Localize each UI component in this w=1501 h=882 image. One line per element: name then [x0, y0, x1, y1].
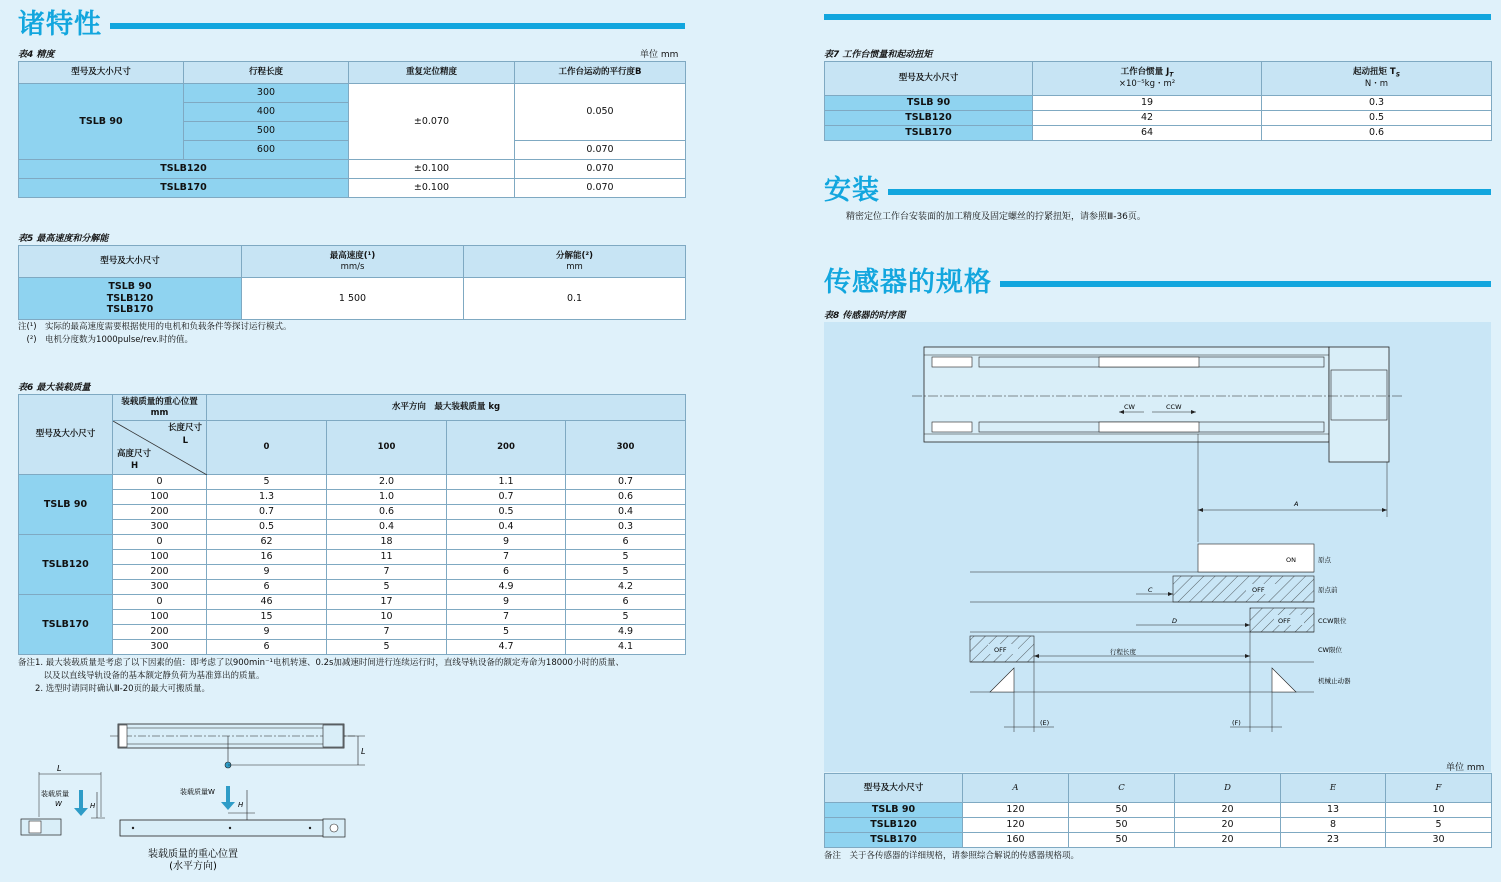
value-cell: 9	[207, 565, 327, 580]
end-view	[21, 764, 105, 835]
dim-H: H	[90, 802, 96, 810]
figure-caption-sub: (水平方向)	[169, 861, 217, 872]
value-cell: 300	[113, 580, 207, 595]
value-cell: 9	[447, 535, 566, 550]
table-header: 水平方向 最大装载质量 kg	[207, 395, 686, 421]
section-title-text: 传感器的规格	[824, 267, 992, 298]
value-cell: ±0.100	[349, 160, 515, 179]
signal-cw-limit: CW限位	[1318, 646, 1342, 654]
value-cell: 5	[566, 565, 686, 580]
value-cell: 4.2	[566, 580, 686, 595]
value-cell: 120	[963, 818, 1069, 833]
value-cell: 50	[1069, 833, 1175, 848]
value-cell: 7	[447, 550, 566, 565]
signal-pre-origin: 原点前	[1318, 586, 1338, 594]
note-line: (²) 电机分度数为1000pulse/rev.时的值。	[18, 335, 193, 345]
value-cell: 1.3	[207, 490, 327, 505]
table-row	[825, 803, 1492, 818]
len-label: 长度尺寸	[167, 423, 202, 433]
section-title-text: 安装	[824, 175, 880, 206]
table6-load	[18, 394, 686, 655]
note-line: 以及以直线导轨设备的基本额定静负荷为基准算出的质量。	[18, 671, 265, 681]
col-header: 300	[566, 421, 686, 475]
table-row	[19, 520, 686, 535]
table-header: 型号及大小尺寸	[825, 62, 1033, 96]
table-row	[19, 565, 686, 580]
header-unit: mm/s	[340, 261, 365, 272]
sensor-timing-diagram	[824, 322, 1491, 772]
table7-inertia	[824, 61, 1492, 141]
on-label: ON	[1286, 556, 1296, 564]
table8-caption: 表8 传感器的时序图	[824, 311, 906, 321]
value-cell: 0.7	[207, 505, 327, 520]
value-cell: 0	[113, 535, 207, 550]
value-cell: 0.4	[327, 520, 447, 535]
table-row	[825, 96, 1492, 111]
value-cell: 200	[113, 625, 207, 640]
table-header	[1033, 62, 1262, 96]
value-cell: 7	[327, 625, 447, 640]
table-row	[19, 550, 686, 565]
value-cell: 50	[1069, 818, 1175, 833]
dim-L: L	[57, 764, 62, 773]
model-cell: TSLB 90	[825, 96, 1033, 111]
height-H: H	[131, 461, 139, 471]
dim-H: H	[238, 801, 244, 809]
table-row	[19, 475, 686, 490]
section-title-sensor	[824, 260, 1491, 299]
dim-A: A	[1294, 500, 1299, 508]
table-header: 重复定位精度	[349, 62, 515, 84]
value-cell: 5	[327, 580, 447, 595]
table-row	[825, 111, 1492, 126]
table-header: E	[1281, 774, 1386, 803]
table6-notes	[18, 657, 624, 696]
table-row	[19, 505, 686, 520]
title-rule	[824, 14, 1491, 20]
table-row	[19, 595, 686, 610]
stroke-cell: 500	[184, 122, 349, 141]
off-label: OFF	[1252, 586, 1265, 594]
value-cell: 9	[207, 625, 327, 640]
figure-caption: 装载质量的重心位置	[148, 849, 238, 860]
header-line: 最高速度(¹)	[329, 251, 376, 262]
dim-E: (E)	[1040, 719, 1050, 727]
load-label: 装载质量	[41, 790, 69, 798]
value-cell: 0.070	[515, 160, 686, 179]
value-cell: 64	[1033, 126, 1262, 141]
value-cell: 0.5	[447, 505, 566, 520]
value-cell: 20	[1175, 818, 1281, 833]
value-cell: 11	[327, 550, 447, 565]
value-cell: 0.070	[515, 179, 686, 198]
value-cell: 13	[1281, 803, 1386, 818]
model-line: TSLB120	[106, 292, 154, 304]
value-cell: 10	[1386, 803, 1492, 818]
model-cell: TSLB 90	[19, 475, 113, 535]
value-cell: 1.0	[327, 490, 447, 505]
torque-label: 起动扭矩 T	[1352, 67, 1396, 78]
value-cell: 0	[113, 475, 207, 490]
table9-sensor-dims	[824, 773, 1492, 848]
table-row	[825, 126, 1492, 141]
header-unit: mm	[566, 261, 583, 272]
table5-notes	[18, 321, 292, 347]
header-line: 分解能(²)	[556, 251, 593, 262]
table-header: 行程长度	[184, 62, 349, 84]
value-cell: 4.9	[566, 625, 686, 640]
model-cell: TSLB170	[19, 595, 113, 655]
value-cell: 15	[207, 610, 327, 625]
header-line	[1265, 67, 1488, 79]
table9-unit: 单位 mm	[1446, 763, 1485, 773]
model-cell: TSLB120	[825, 111, 1033, 126]
col-header: 100	[327, 421, 447, 475]
value-cell: 5	[566, 550, 686, 565]
value-cell: 0.5	[207, 520, 327, 535]
dim-L: L	[361, 747, 366, 756]
value-cell: 4.7	[447, 640, 566, 655]
model-cell: TSLB120	[19, 535, 113, 595]
value-cell: 6	[207, 580, 327, 595]
model-cell: TSLB170	[825, 833, 963, 848]
model-cell: TSLB170	[825, 126, 1033, 141]
signal-ccw-limit: CCW限位	[1318, 617, 1347, 625]
value-cell: 0.1	[464, 278, 686, 320]
section-title-specs	[18, 2, 685, 41]
cw-label: CW	[1124, 403, 1135, 411]
value-cell: 42	[1033, 111, 1262, 126]
stroke-label: 行程长度	[1110, 648, 1136, 656]
load-W: W	[55, 800, 62, 808]
len-L: L	[182, 436, 188, 446]
stroke-cell: 300	[184, 84, 349, 103]
col-header: 200	[447, 421, 566, 475]
value-cell: 46	[207, 595, 327, 610]
model-cell: TSLB 90	[825, 803, 963, 818]
table9-note: 备注 关于各传感器的详细规格，请参照综合解说的传感器规格项。	[824, 851, 1080, 861]
table4-caption: 表4 精度	[18, 50, 55, 60]
value-cell: 18	[327, 535, 447, 550]
value-cell: 7	[447, 610, 566, 625]
header-unit: ×10⁻⁵kg・m²	[1118, 79, 1176, 90]
table-header: 型号及大小尺寸	[825, 774, 963, 803]
value-cell: 0.5	[1262, 111, 1492, 126]
table-header: C	[1069, 774, 1175, 803]
model-cell: TSLB120	[19, 160, 349, 179]
value-cell: 1 500	[242, 278, 464, 320]
table-header	[242, 246, 464, 278]
dim-D: D	[1172, 617, 1178, 625]
value-cell: 100	[113, 490, 207, 505]
table-header	[464, 246, 686, 278]
header-unit: N・m	[1364, 79, 1389, 90]
off-label: OFF	[994, 646, 1007, 654]
value-cell: 6	[566, 595, 686, 610]
load-label: 装载质量W	[180, 788, 215, 796]
table-row	[19, 535, 686, 550]
model-cell	[19, 278, 242, 320]
table-row	[19, 640, 686, 655]
value-cell: ±0.100	[349, 179, 515, 198]
value-cell: 7	[327, 565, 447, 580]
value-cell: 0.3	[1262, 96, 1492, 111]
value-cell: 20	[1175, 803, 1281, 818]
value-cell: 6	[447, 565, 566, 580]
value-cell: 0.070	[515, 141, 686, 160]
model-line: TSLB170	[106, 304, 154, 316]
value-cell: 19	[1033, 96, 1262, 111]
value-cell: 5	[566, 610, 686, 625]
stroke-cell: 400	[184, 103, 349, 122]
table-row	[19, 580, 686, 595]
inertia-sub: T	[1169, 72, 1174, 80]
value-cell: 16	[207, 550, 327, 565]
table-header: A	[963, 774, 1069, 803]
table4-unit: 单位 mm	[640, 50, 679, 60]
header-line	[1036, 67, 1258, 79]
value-cell: 300	[113, 520, 207, 535]
value-cell: ±0.070	[349, 84, 515, 160]
value-cell: 0.4	[566, 505, 686, 520]
value-cell: 0.7	[566, 475, 686, 490]
value-cell: 30	[1386, 833, 1492, 848]
load-position-figure	[15, 712, 395, 882]
off-label: OFF	[1278, 617, 1291, 625]
value-cell: 8	[1281, 818, 1386, 833]
section-title-top-rule	[824, 14, 1491, 20]
table-row	[19, 610, 686, 625]
table-header: F	[1386, 774, 1492, 803]
value-cell: 9	[447, 595, 566, 610]
value-cell: 0.050	[515, 84, 686, 141]
table7-body	[825, 96, 1492, 141]
torque-sub: S	[1395, 72, 1401, 80]
section-title-install	[824, 168, 1491, 207]
value-cell: 62	[207, 535, 327, 550]
diagonal-header	[113, 421, 207, 475]
value-cell: 5	[447, 625, 566, 640]
value-cell: 17	[327, 595, 447, 610]
table7-caption: 表7 工作台惯量和起动扭矩	[824, 50, 933, 60]
top-view	[110, 724, 365, 768]
title-rule	[110, 23, 685, 29]
value-cell: 50	[1069, 803, 1175, 818]
stroke-cell: 600	[184, 141, 349, 160]
value-cell: 6	[207, 640, 327, 655]
dim-F: (F)	[1232, 719, 1241, 727]
table-header: 型号及大小尺寸	[19, 62, 184, 84]
value-cell: 200	[113, 565, 207, 580]
value-cell: 4.1	[566, 640, 686, 655]
table4-accuracy	[18, 61, 686, 198]
note-line: 2. 选型时请同时确认Ⅲ-20页的最大可搬质量。	[18, 684, 211, 694]
value-cell: 10	[327, 610, 447, 625]
table-row	[19, 490, 686, 505]
model-cell: TSLB170	[19, 179, 349, 198]
table9-body	[825, 803, 1492, 848]
ccw-label: CCW	[1166, 403, 1182, 411]
title-rule	[1000, 281, 1491, 287]
value-cell: 0.6	[566, 490, 686, 505]
header-unit: mm	[150, 407, 169, 418]
table5-caption: 表5 最高速度和分解能	[18, 234, 109, 244]
value-cell: 0.4	[447, 520, 566, 535]
value-cell: 5	[327, 640, 447, 655]
table6-body	[19, 475, 686, 655]
table-row	[825, 818, 1492, 833]
table-header: 工作台运动的平行度B	[515, 62, 686, 84]
col-header: 0	[207, 421, 327, 475]
side-view	[120, 786, 345, 837]
value-cell: 0.6	[1262, 126, 1492, 141]
table-header: D	[1175, 774, 1281, 803]
value-cell: 23	[1281, 833, 1386, 848]
note-line: 注(¹) 实际的最高速度需要根据使用的电机和负载条件等探讨运行模式。	[18, 322, 292, 332]
value-cell: 100	[113, 550, 207, 565]
table-row	[825, 833, 1492, 848]
value-cell: 5	[1386, 818, 1492, 833]
value-cell: 2.0	[327, 475, 447, 490]
value-cell: 0.3	[566, 520, 686, 535]
value-cell: 120	[963, 803, 1069, 818]
value-cell: 300	[113, 640, 207, 655]
table6-caption: 表6 最大装载质量	[18, 383, 91, 393]
value-cell: 0.7	[447, 490, 566, 505]
model-line: TSLB 90	[108, 281, 152, 293]
value-cell: 100	[113, 610, 207, 625]
title-rule	[888, 189, 1491, 195]
inertia-label: 工作台惯量 J	[1120, 67, 1170, 78]
model-cell: TSLB120	[825, 818, 963, 833]
value-cell: 4.9	[447, 580, 566, 595]
height-label: 高度尺寸	[117, 449, 152, 459]
value-cell: 200	[113, 505, 207, 520]
value-cell: 6	[566, 535, 686, 550]
table-header	[1262, 62, 1492, 96]
value-cell: 160	[963, 833, 1069, 848]
table-header	[113, 395, 207, 421]
table-row	[19, 625, 686, 640]
value-cell: 20	[1175, 833, 1281, 848]
signal-stopper: 机械止动器	[1318, 677, 1351, 685]
dim-C: C	[1148, 586, 1153, 594]
value-cell: 0	[113, 595, 207, 610]
value-cell: 5	[207, 475, 327, 490]
note-line: 备注1. 最大装载质量是考虑了以下因素的值：即考虑了以900min⁻¹电机转速、0.2s加减速时间进行连续运行时，直线导轨设备的额定寿命为18000小时的质量、	[18, 658, 624, 668]
value-cell: 0.6	[327, 505, 447, 520]
model-cell: TSLB 90	[19, 84, 184, 160]
table-header: 型号及大小尺寸	[19, 395, 113, 475]
signal-origin: 原点	[1318, 556, 1331, 564]
table-header: 型号及大小尺寸	[19, 246, 242, 278]
value-cell: 1.1	[447, 475, 566, 490]
table5-speed	[18, 245, 686, 320]
section-title-text: 诸特性	[18, 9, 102, 40]
header-line: 装载质量的重心位置	[121, 397, 198, 408]
install-text: 精密定位工作台安装面的加工精度及固定螺丝的拧紧扭矩，请参照Ⅲ-36页。	[846, 212, 1146, 222]
